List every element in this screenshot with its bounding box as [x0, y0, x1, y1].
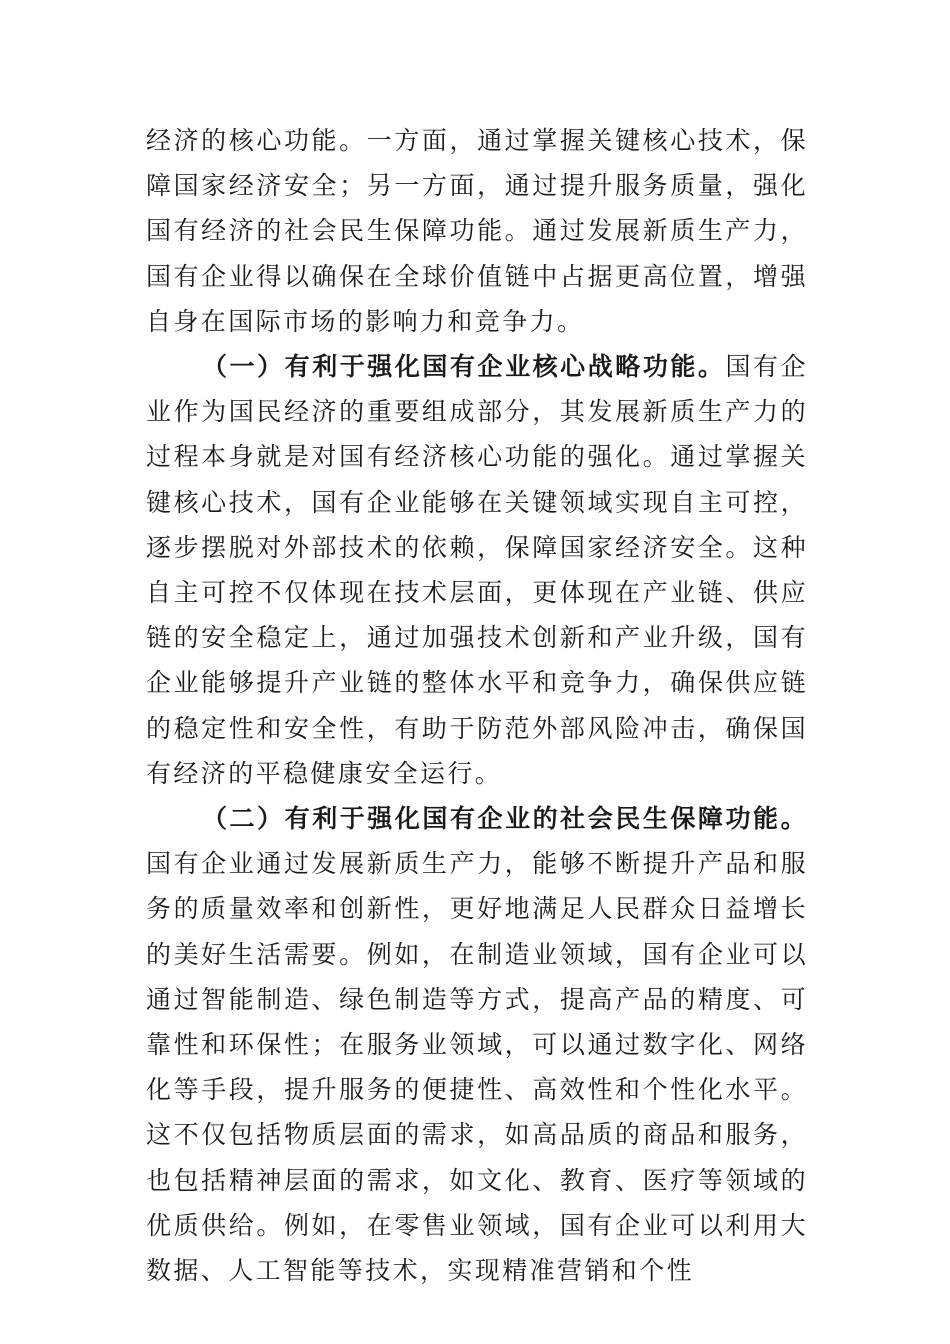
paragraph-text: 经济的核心功能。一方面，通过掌握关键核心技术，保障国家经济安全；另一方面，通过提升服务质量，强化国有经济的社会民生保障功能。通过发展新质生产力，国有企业得以确保在全球价值链中占据更高位置，增强自身在国际市场的影响力和竞争力。 — [146, 126, 808, 336]
paragraph-continuation — [146, 118, 808, 344]
paragraph-section-1 — [146, 344, 808, 796]
paragraph-text: 国有企业通过发展新质生产力，能够不断提升产品和服务的质量效率和创新性，更好地满足人民群众日益增长的美好生活需要。例如，在制造业领域，国有企业可以通过智能制造、绿色制造等方式，提高产品的精度、可靠性和环保性；在服务业领域，可以通过数字化、网络化等手段，提升服务的便捷性、高效性和个性化水平。这不仅包括物质层面的需求，如高品质的商品和服务，也包括精神层面的需求，如文化、教育、医疗等领域的优质供给。例如，在零售业领域，国有企业可以利用大数据、人工智能等技术，实现精准营销和个性 — [146, 849, 808, 1286]
document-body — [146, 118, 808, 1293]
section-heading: （一）有利于强化国有企业核心战略功能。 — [202, 352, 726, 382]
section-heading: （二）有利于强化国有企业的社会民生保障功能。 — [202, 804, 808, 834]
paragraph-text: 国有企业作为国民经济的重要组成部分，其发展新质生产力的过程本身就是对国有经济核心功能的强化。通过掌握关键核心技术，国有企业能够在关键领域实现自主可控，逐步摆脱对外部技术的依赖，保障国家经济安全。这种自主可控不仅体现在技术层面，更体现在产业链、供应链的安全稳定上，通过加强技术创新和产业升级，国有企业能够提升产业链的整体水平和竞争力，确保供应链的稳定性和安全性，有助于防范外部风险冲击，确保国有经济的平稳健康安全运行。 — [146, 352, 809, 788]
paragraph-section-2 — [146, 796, 808, 1293]
